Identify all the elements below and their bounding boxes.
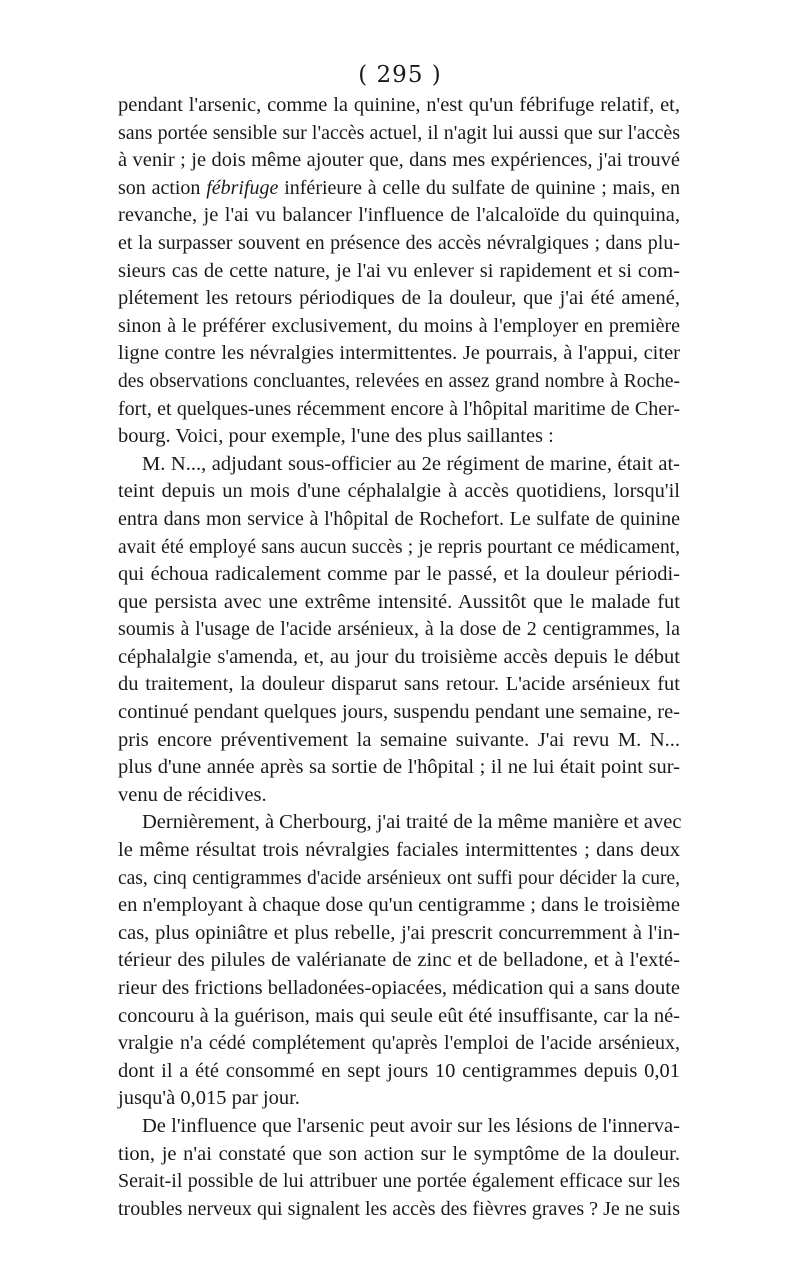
text-line: céphalalgie s'amenda, et, au jour du troisième accès depuis le début: [118, 645, 680, 668]
text-line: Serait-il possible de lui attribuer une portée également efficace sur les: [118, 1170, 680, 1193]
italic-word: fébrifuge: [206, 176, 279, 199]
text-line: cas, cinq centigrammes d'acide arsénieux ont suffi pour décider la cure,: [118, 867, 680, 889]
text-line: De l'influence que l'arsenic peut avoir sur les lésions de l'innerva-: [142, 1114, 680, 1137]
text-line: ligne contre les névralgies intermittentes. Je pourrais, à l'appui, citer: [118, 342, 680, 365]
text-segment: inférieure à celle du sulfate de quinine ; mais, en: [278, 176, 680, 199]
text-line: sinon à le préférer exclusivement, du moins à l'employer en première: [118, 314, 680, 337]
text-line: térieur des pilules de valérianate de zinc et de belladone, et à l'exté-: [118, 949, 680, 972]
text-line: et la surpasser souvent en présence des accès névralgiques ; dans plu-: [118, 231, 680, 254]
text-line: rieur des frictions belladonées-opiacées, médication qui a sans doute: [118, 977, 680, 999]
text-line: Dernièrement, à Cherbourg, j'ai traité de la même manière et avec: [142, 811, 682, 834]
text-line: entra dans mon service à l'hôpital de Rochefort. Le sulfate de quinine: [118, 507, 680, 530]
text-line: venu de récidives.: [118, 783, 267, 806]
text-line: plétement les retours périodiques de la douleur, que j'ai été amené,: [118, 287, 680, 310]
text-line: fort, et quelques-unes récemment encore à l'hôpital maritime de Cher-: [118, 397, 680, 420]
text-line: teint depuis un mois d'une céphalalgie à accès quotidiens, lorsqu'il: [118, 480, 680, 503]
text-line: en n'employant à chaque dose qu'un centigramme ; dans le troisième: [118, 894, 680, 917]
text-line: dont il a été consommé en sept jours 10 centigrammes depuis 0,01: [118, 1059, 680, 1082]
text-line: le même résultat trois névralgies faciales intermittentes ; dans deux: [118, 839, 680, 862]
text-line: continué pendant quelques jours, suspendu pendant une semaine, re-: [118, 701, 680, 724]
text-line: avait été employé sans aucun succès ; je repris pourtant ce médicament,: [118, 536, 680, 558]
text-line: revanche, je l'ai vu balancer l'influence de l'alcaloïde du quinquina,: [118, 204, 680, 227]
text-line: tion, je n'ai constaté que son action sur le symptôme de la douleur.: [118, 1142, 680, 1165]
text-line: [118, 175, 680, 203]
text-line: jusqu'à 0,015 par jour.: [118, 1087, 300, 1110]
text-line: concouru à la guérison, mais qui seule eût été insuffisante, car la né-: [118, 1004, 680, 1027]
text-line: plus d'une année après sa sortie de l'hôpital ; il ne lui était point sur-: [118, 756, 680, 779]
text-line: à venir ; je dois même ajouter que, dans mes expériences, j'ai trouvé: [118, 149, 680, 172]
text-line: pendant l'arsenic, comme la quinine, n'est qu'un fébrifuge relatif, et,: [118, 94, 680, 116]
text-line: sans portée sensible sur l'accès actuel, il n'agit lui aussi que sur l'accès: [118, 121, 680, 144]
text-line: M. N..., adjudant sous-officier au 2e régiment de marine, était at-: [142, 452, 680, 475]
text-line: que persista avec une extrême intensité. Aussitôt que le malade fut: [118, 590, 680, 613]
text-line: cas, plus opiniâtre et plus rebelle, j'ai prescrit concurremment à l'in-: [118, 921, 680, 944]
text-line: du traitement, la douleur disparut sans retour. L'acide arsénieux fut: [118, 673, 680, 696]
text-line: soumis à l'usage de l'acide arsénieux, à la dose de 2 centigrammes, la: [118, 618, 680, 641]
text-line: des observations concluantes, relevées en assez grand nombre à Roche-: [118, 370, 680, 392]
text-line: vralgie n'a cédé complétement qu'après l'emploi de l'acide arsénieux,: [118, 1032, 680, 1055]
text-line: bourg. Voici, pour exemple, l'une des plus saillantes :: [118, 425, 554, 448]
text-line: troubles nerveux qui signalent les accès des fièvres graves ? Je ne suis: [118, 1197, 680, 1220]
text-line: qui échoua radicalement comme par le passé, et la douleur périodi-: [118, 563, 680, 586]
text-segment: son action: [118, 176, 207, 199]
text-line: sieurs cas de cette nature, je l'ai vu enlever si rapidement et si com-: [118, 259, 680, 282]
body-text: [118, 92, 680, 1223]
text-line: pris encore préventivement la semaine suivante. J'ai revu M. N...: [118, 728, 680, 751]
page-number: ( 295 ): [358, 62, 442, 88]
